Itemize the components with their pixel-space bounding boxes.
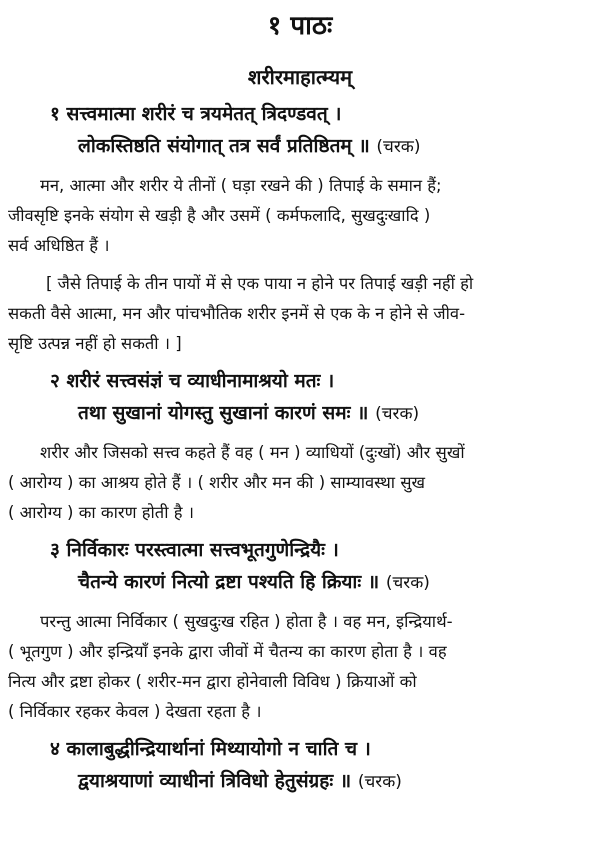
lesson-number-heading: १ पाठः	[267, 11, 333, 41]
paragraph-2-line-3: ( आरोग्य ) का कारण होती है ।	[8, 503, 194, 522]
verse-1-line-2-text: लोकस्तिष्ठति संयोगात् तत्र सर्वं प्रतिष्ठितम् ॥	[78, 135, 370, 157]
paragraph-1	[8, 171, 592, 261]
note-1-line-2: सकती वैसे आत्मा, मन और पांचभौतिक शरीर इनमें से एक के न होने से जीव-	[8, 304, 466, 323]
verse-1-line-1: १ सत्त्वमात्मा शरीरं च त्रयमेतत् त्रिदण्डवत् ।	[50, 103, 342, 125]
paragraph-2	[8, 438, 592, 528]
verse-2	[8, 365, 592, 430]
paragraph-3-line-4: ( निर्विकार रहकर केवल ) देखता रहता है ।	[8, 702, 262, 721]
verse-3	[8, 534, 592, 599]
document-page	[0, 4, 600, 843]
paragraph-1-line-1: मन, आत्मा और शरीर ये तीनों ( घड़ा रखने की ) तिपाई के समान हैं;	[40, 176, 442, 195]
verse-2-line-1: २ शरीरं सत्त्वसंज्ञं च व्याधीनामाश्रयो मतः ।	[50, 370, 335, 392]
verse-2-line-2	[8, 397, 592, 430]
verse-4-source: (चरक)	[357, 772, 402, 792]
paragraph-2-line-1: शरीर और जिसको सत्त्व कहते हैं वह ( मन ) व्याधियों (दुःखों) और सुखों	[40, 443, 465, 462]
verse-3-source: (चरक)	[385, 573, 430, 593]
verse-4-line-2	[8, 765, 592, 798]
paragraph-1-line-3: सर्व अधिष्ठित हैं ।	[8, 236, 110, 255]
verse-2-source: (चरक)	[375, 404, 420, 424]
verse-1	[8, 98, 592, 163]
note-1-line-3: सृष्टि उत्पन्न नहीं हो सकती । ]	[8, 334, 182, 353]
verse-4	[8, 733, 592, 798]
paragraph-2-line-2: ( आरोग्य ) का आश्रय होते हैं । ( शरीर और मन की ) साम्यावस्था सुख	[8, 473, 425, 492]
verse-1-source: (चरक)	[376, 137, 421, 157]
paragraph-1-line-2: जीवसृष्टि इनके संयोग से खड़ी है और उसमें ( कर्मफलादि, सुखदुःखादि )	[8, 206, 431, 225]
paragraph-3-line-1: परन्तु आत्मा निर्विकार ( सुखदुःख रहित ) होता है । वह मन, इन्द्रियार्थ-	[40, 612, 453, 631]
verse-4-line-1: ४ कालाबुद्धीन्द्रियार्थानां मिथ्यायोगो न चाति च ।	[50, 738, 371, 760]
verse-3-line-1: ३ निर्विकारः परस्त्वात्मा सत्त्वभूतगुणेन्द्रियैः ।	[50, 539, 339, 561]
note-1-line-1: [ जैसे तिपाई के तीन पायों में से एक पाया न होने पर तिपाई खड़ी नहीं हो	[46, 274, 474, 293]
verse-3-line-2-text: चैतन्ये कारणं नित्यो द्रष्टा पश्यति हि क्रियाः ॥	[78, 571, 380, 593]
verse-1-line-2	[8, 130, 592, 163]
paragraph-3-line-2: ( भूतगुण ) और इन्द्रियाँ इनके द्वारा जीवों में चैतन्य का कारण होता है । वह	[8, 642, 447, 661]
bracket-note-1	[8, 269, 592, 359]
verse-2-line-2-text: तथा सुखानां योगस्तु सुखानां कारणं समः ॥	[78, 402, 369, 424]
paragraph-3	[8, 607, 592, 727]
chapter-title: शरीरमाहात्म्यम्	[247, 65, 353, 89]
verse-4-line-2-text: द्वयाश्रयाणां व्याधीनां त्रिविधो हेतुसंग्रहः ॥	[78, 770, 352, 792]
paragraph-3-line-3: नित्य और द्रष्टा होकर ( शरीर-मन द्वारा होनेवाली विविध ) क्रियाओं को	[8, 672, 417, 691]
verse-3-line-2	[8, 566, 592, 599]
